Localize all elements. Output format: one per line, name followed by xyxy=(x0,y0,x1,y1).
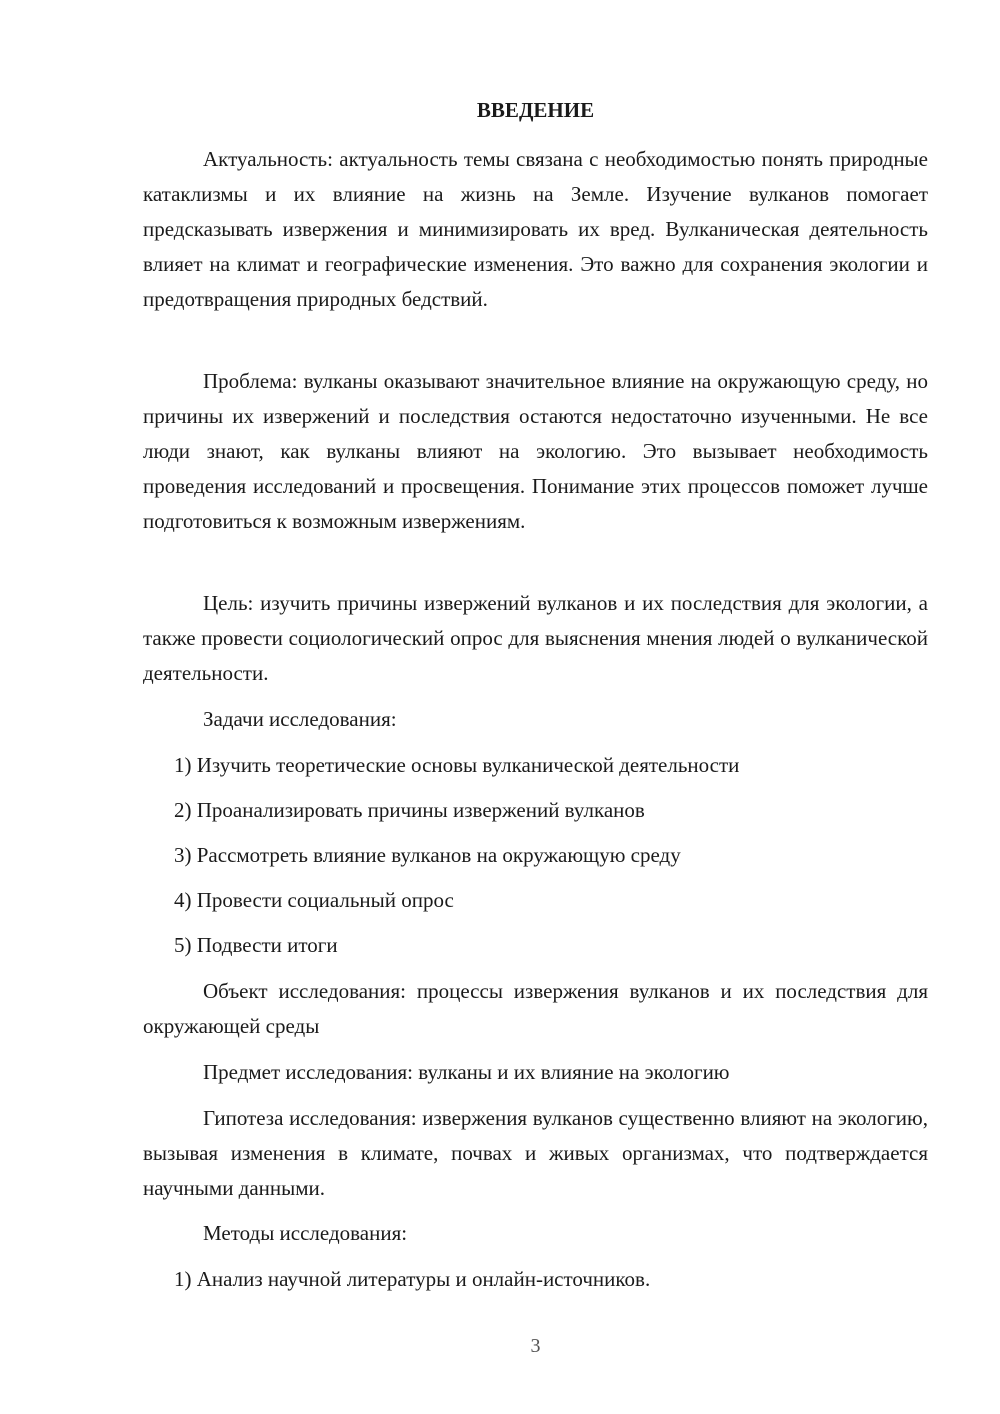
paragraph-relevance: Актуальность: актуальность темы связана с необходимостью понять природные катаклизмы и их влияние на жизнь на Земле. Изучение вулканов помогает предсказывать извержения и минимизировать их вред. Вулканическая деятельность влияет на климат и географические изменения. Это важно для сохранения экологии и предотвращения природных бедствий. xyxy=(143,147,928,311)
task-item-4: 4) Провести социальный опрос xyxy=(174,888,454,912)
paragraph-subject: Предмет исследования: вулканы и их влияние на экологию xyxy=(203,1060,730,1084)
method-item-1: 1) Анализ научной литературы и онлайн-источников. xyxy=(174,1267,651,1291)
task-item-3: 3) Рассмотреть влияние вулканов на окружающую среду xyxy=(174,843,681,867)
tasks-title: Задачи исследования: xyxy=(203,707,397,731)
paragraph-object: Объект исследования: процессы извержения вулканов и их последствия для окружающей среды xyxy=(143,979,928,1038)
paragraph-hypothesis: Гипотеза исследования: извержения вулканов существенно влияют на экологию, вызывая изменения в климате, почвах и живых организмах, что подтверждается научными данными. xyxy=(143,1106,928,1200)
page-number: 3 xyxy=(530,1335,541,1357)
task-item-1: 1) Изучить теоретические основы вулканической деятельности xyxy=(174,753,740,777)
section-heading: ВВЕДЕНИЕ xyxy=(476,98,595,122)
paragraph-goal: Цель: изучить причины извержений вулканов и их последствия для экологии, а также провести социологический опрос для выяснения мнения людей о вулканической деятельности. xyxy=(143,591,928,685)
task-item-5: 5) Подвести итоги xyxy=(174,933,338,957)
task-item-2: 2) Проанализировать причины извержений вулканов xyxy=(174,798,645,822)
paragraph-problem: Проблема: вулканы оказывают значительное влияние на окружающую среду, но причины их извержений и последствия остаются недостаточно изученными. Не все люди знают, как вулканы влияют на экологию. Это вызывает необходимость проведения исследований и просвещения. Понимание этих процессов поможет лучше подготовиться к возможным извержениям. xyxy=(143,369,928,533)
methods-title: Методы исследования: xyxy=(203,1221,408,1245)
